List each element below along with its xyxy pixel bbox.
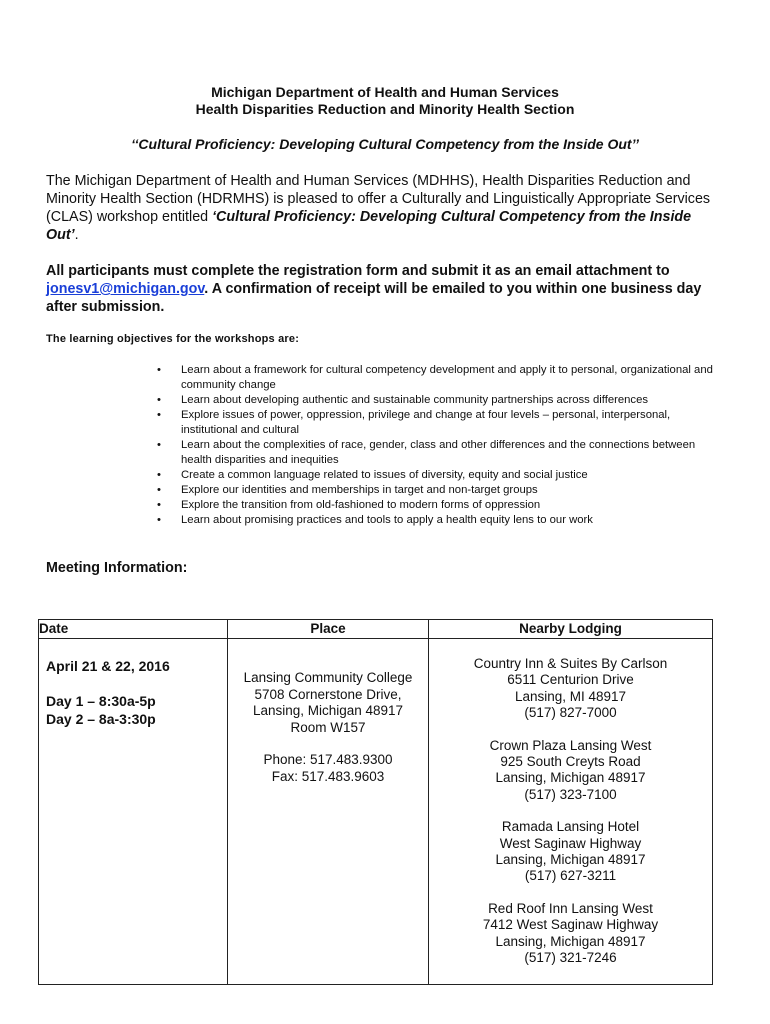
objective-text: Explore our identities and memberships in target and non-target groups <box>181 484 538 496</box>
venue-city: Lansing, Michigan 48917 <box>252 703 404 718</box>
bullet-icon: • <box>157 499 161 511</box>
objectives-list <box>155 363 715 528</box>
notice-before: All participants must complete the registration form and submit it as an email attachment to <box>46 263 670 279</box>
intro-workshop-name: ‘Cultural Proficiency: Developing Cultural Competency from the Inside Out’ <box>46 209 692 243</box>
bullet-icon: • <box>157 469 161 481</box>
objective-text: Create a common language related to issues of diversity, equity and social justice <box>181 469 588 481</box>
day2-hours: Day 2 – 8a-3:30p <box>46 711 156 727</box>
intro-end: . <box>74 227 79 243</box>
hotel-phone: (517) 323-7100 <box>524 786 617 802</box>
hotel-name: Country Inn & Suites By Carlson <box>473 656 668 671</box>
list-item <box>155 438 715 468</box>
meeting-dates: April 21 & 22, 2016 <box>46 658 170 674</box>
hotel-street: 6511 Centurion Drive <box>507 672 634 688</box>
hotel-phone: (517) 627-3211 <box>524 868 617 884</box>
hotel-name: Crown Plaza Lansing West <box>489 737 652 753</box>
hotel-street: 925 South Creyts Road <box>500 753 641 769</box>
objective-text: Learn about the complexities of race, gender, class and other differences and the connections between health disparities and inequities <box>181 439 696 466</box>
meeting-table <box>38 619 713 985</box>
place-cell <box>228 639 429 985</box>
list-item <box>155 363 715 393</box>
hotel-entry <box>429 901 712 966</box>
objective-text: Learn about promising practices and tools to apply a health equity lens to our work <box>181 514 593 526</box>
hotel-name: Ramada Lansing Hotel <box>501 819 640 835</box>
bullet-icon: • <box>157 364 161 376</box>
registration-notice <box>46 262 726 316</box>
venue-room: Room W157 <box>290 719 366 735</box>
hotel-name: Red Roof Inn Lansing West <box>488 901 653 917</box>
list-item <box>155 408 715 438</box>
contact-email-link[interactable]: jonesv1@michigan.gov <box>46 281 205 297</box>
objective-text: Explore issues of power, oppression, privilege and change at four levels – personal, interpersonal, institutional and cultural <box>181 409 671 436</box>
venue-fax: Fax: 517.483.9603 <box>271 768 385 784</box>
table-row <box>39 639 713 985</box>
objective-text: Learn about a framework for cultural competency development and apply it to personal, organizational and community change <box>181 364 713 391</box>
list-item <box>155 468 715 483</box>
hotel-street: 7412 West Saginaw Highway <box>482 917 659 933</box>
venue-phone: Phone: 517.483.9300 <box>263 752 393 767</box>
notice-after: . A confirmation of receipt will be emailed to you within one business day after submission. <box>46 281 702 315</box>
hotel-street: West Saginaw Highway <box>499 835 642 851</box>
hotel-city: Lansing, Michigan 48917 <box>495 933 646 949</box>
objective-text: Learn about developing authentic and sustainable community partnerships across differences <box>181 394 649 406</box>
hotel-city: Lansing, Michigan 48917 <box>495 851 646 867</box>
column-header-lodging: Nearby Lodging <box>429 620 713 639</box>
hotel-city: Lansing, Michigan 48917 <box>495 770 646 786</box>
meeting-heading: Meeting Information: <box>46 560 188 576</box>
list-item <box>155 498 715 513</box>
intro-text: The Michigan Department of Health and Human Services (MDHHS), Health Disparities Reduction and Minority Health Section (HDRMHS) is pleased to offer a Culturally and Linguistically Appropriate Services (CLAS) workshop entitled <box>46 173 711 225</box>
hotel-entry <box>429 819 712 884</box>
section-title: Health Disparities Reduction and Minority Health Section <box>195 101 575 117</box>
bullet-icon: • <box>157 394 161 406</box>
column-header-date: Date <box>39 620 228 639</box>
table-header-row <box>39 620 713 639</box>
hotel-phone: (517) 827-7000 <box>524 704 617 720</box>
date-cell <box>39 639 228 985</box>
bullet-icon: • <box>157 484 161 496</box>
hotel-entry <box>429 656 712 721</box>
bullet-icon: • <box>157 409 161 421</box>
bullet-icon: • <box>157 514 161 526</box>
day1-hours: Day 1 – 8:30a-5p <box>46 693 156 709</box>
hotel-entry <box>429 738 712 803</box>
venue-street: 5708 Cornerstone Drive, <box>254 686 402 702</box>
hotel-city: Lansing, MI 48917 <box>514 688 627 704</box>
venue-name: Lansing Community College <box>243 670 413 685</box>
objective-text: Explore the transition from old-fashioned to modern forms of oppression <box>181 499 541 511</box>
intro-paragraph <box>46 172 726 244</box>
lodging-cell <box>429 639 713 985</box>
workshop-title: ‘‘Cultural Proficiency: Developing Cultural Competency from the Inside Out’’ <box>131 136 639 152</box>
hotel-phone: (517) 321-7246 <box>524 949 617 965</box>
column-header-place: Place <box>228 620 429 639</box>
list-item <box>155 513 715 528</box>
list-item <box>155 483 715 498</box>
department-title: Michigan Department of Health and Human Services <box>211 84 559 100</box>
bullet-icon: • <box>157 439 161 451</box>
objectives-heading: The learning objectives for the workshops are: <box>46 333 300 345</box>
list-item <box>155 393 715 408</box>
